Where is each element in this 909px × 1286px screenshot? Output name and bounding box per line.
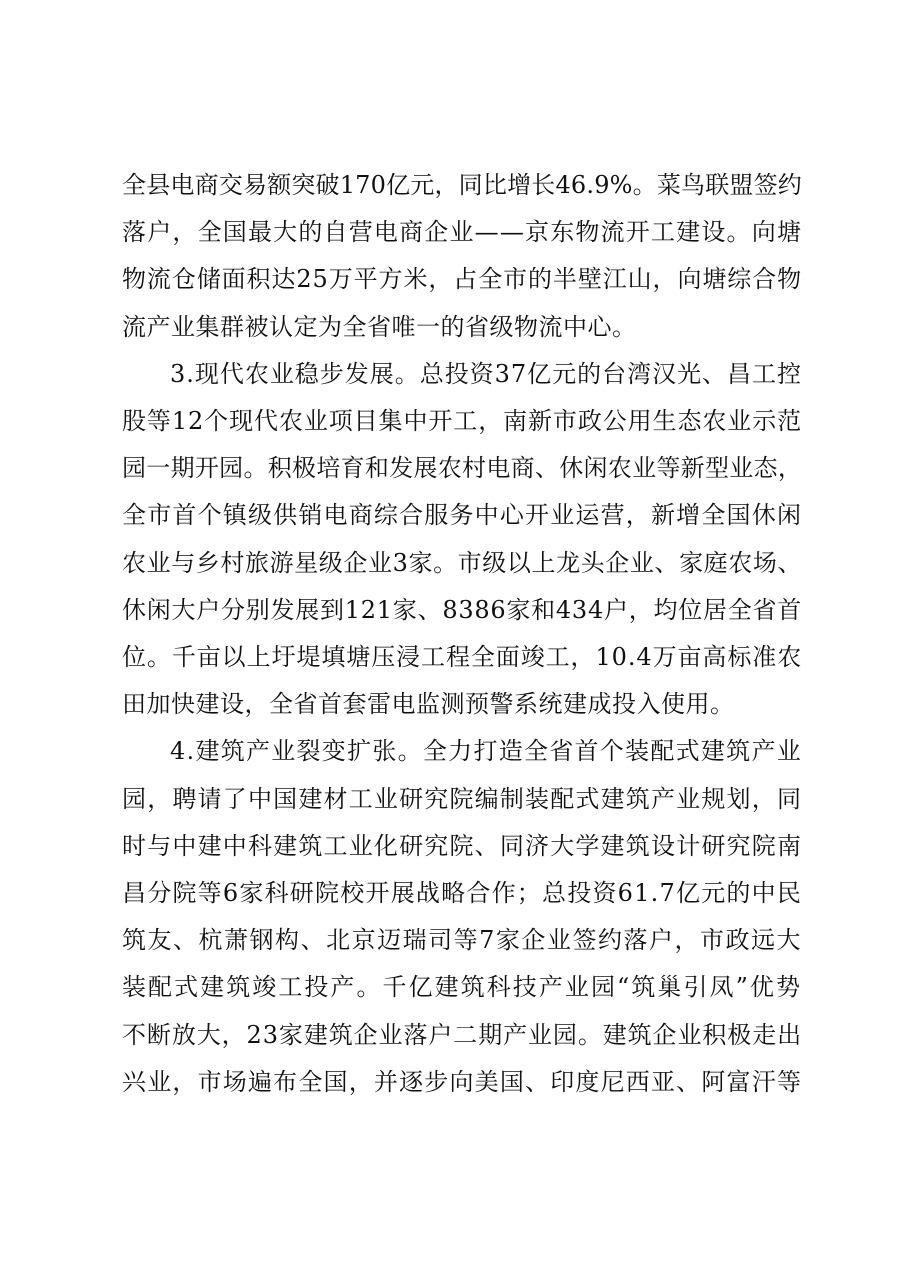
text-line: 昌分院等6家科研院校开展战略合作；总投资61.7亿元的中民 [122, 879, 802, 908]
text-line: 不断放大，23家建筑企业落户二期产业园。建筑企业积极走出 [122, 1020, 802, 1049]
text-line: 4.建筑产业裂变扩张。全力打造全省首个装配式建筑产业 [170, 737, 802, 766]
text-line: 落户，全国最大的自营电商企业——京东物流开工建设。向塘 [122, 218, 802, 247]
text-line: 位。千亩以上圩堤填塘压浸工程全面竣工，10.4万亩高标准农 [122, 643, 802, 672]
text-line: 筑友、杭萧钢构、北京迈瑞司等7家企业签约落户，市政远大 [122, 926, 802, 955]
text-line: 股等12个现代农业项目集中开工，南新市政公用生态农业示范 [122, 407, 802, 436]
body-text [122, 162, 802, 1106]
text-line: 农业与乡村旅游星级企业3家。市级以上龙头企业、家庭农场、 [122, 548, 802, 577]
text-line: 全县电商交易额突破170亿元，同比增长46.9%。菜鸟联盟签约 [122, 171, 802, 199]
text-line: 流产业集群被认定为全省唯一的省级物流中心。 [122, 312, 637, 341]
text-line: 全市首个镇级供销电商综合服务中心开业运营，新增全国休闲 [122, 501, 802, 530]
text-line: 装配式建筑竣工投产。千亿建筑科技产业园“筑巢引凤”优势 [122, 973, 802, 1002]
paragraph-modern-agriculture [122, 351, 802, 729]
text-line: 时与中建中科建筑工业化研究院、同济大学建筑设计研究院南 [122, 831, 802, 860]
text-line: 休闲大户分别发展到121家、8386家和434户，均位居全省首 [122, 595, 802, 624]
text-line: 园一期开园。积极培育和发展农村电商、休闲农业等新型业态， [122, 454, 802, 483]
paragraph-construction-industry [122, 728, 802, 1106]
text-line: 兴业，市场遍布全国，并逐步向美国、印度尼西亚、阿富汗等 [122, 1067, 802, 1096]
paragraph-ecommerce-logistics [122, 162, 802, 351]
text-line: 3.现代农业稳步发展。总投资37亿元的台湾汉光、昌工控 [170, 359, 802, 388]
text-line: 田加快建设，全省首套雷电监测预警系统建成投入使用。 [122, 690, 735, 719]
text-line: 园，聘请了中国建材工业研究院编制装配式建筑产业规划，同 [122, 784, 802, 813]
text-line: 物流仓储面积达25万平方米，占全市的半壁江山，向塘综合物 [122, 265, 802, 294]
